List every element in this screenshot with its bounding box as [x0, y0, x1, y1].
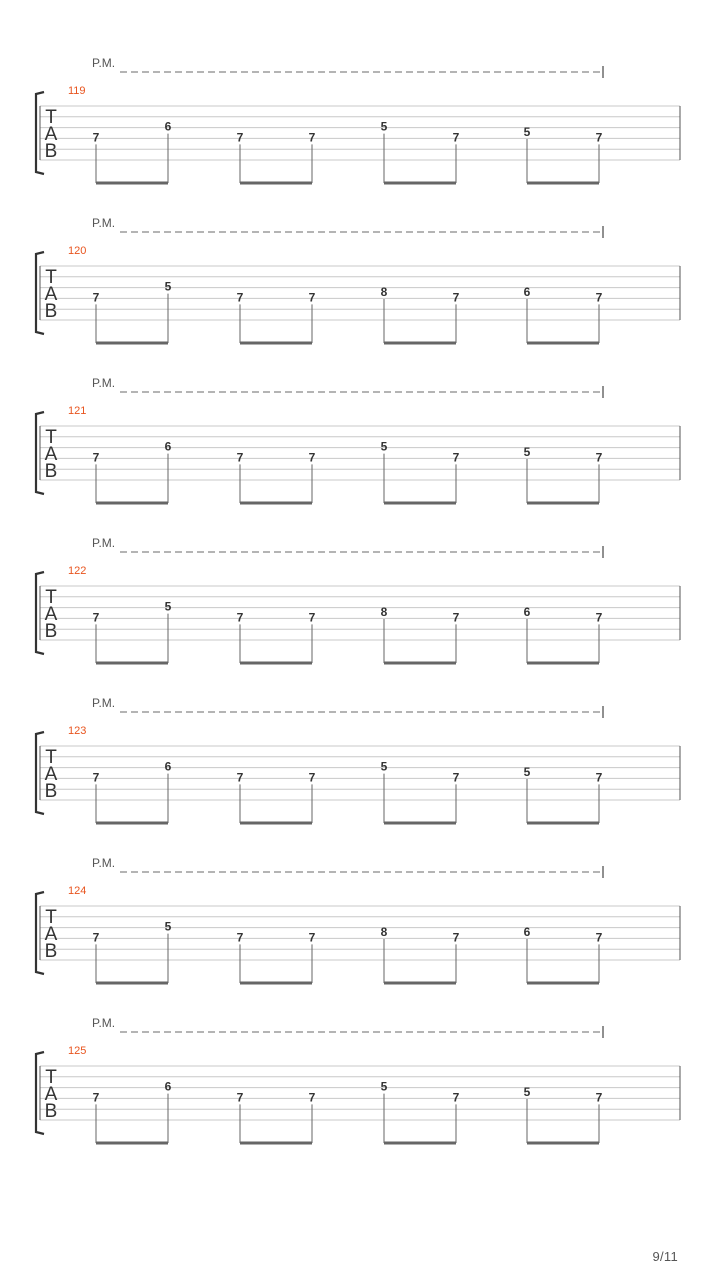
fret-number: 7 [308, 770, 316, 785]
fret-number: 7 [236, 130, 244, 145]
tab-clef-letter: A [44, 444, 58, 465]
tab-system [36, 536, 680, 663]
tab-clef-letter: B [44, 941, 58, 962]
tab-system [36, 56, 680, 183]
tab-clef-letter: A [44, 1084, 58, 1105]
fret-number: 6 [164, 759, 172, 774]
fret-number: 7 [92, 930, 100, 945]
measure-number: 121 [68, 405, 87, 417]
fret-number: 7 [595, 130, 603, 145]
fret-number: 7 [92, 610, 100, 625]
tab-system [36, 696, 680, 823]
palm-mute-label: P.M. [92, 376, 116, 390]
palm-mute-label: P.M. [92, 1016, 116, 1030]
fret-number: 8 [380, 605, 388, 619]
fret-number: 5 [523, 445, 531, 459]
fret-number: 7 [595, 450, 603, 465]
fret-number: 7 [452, 290, 460, 305]
tab-system [36, 216, 680, 343]
fret-number: 5 [380, 119, 388, 134]
measure-number: 119 [68, 85, 86, 97]
fret-number: 6 [523, 605, 531, 619]
palm-mute-label: P.M. [92, 216, 116, 230]
palm-mute-label: P.M. [92, 56, 116, 70]
tab-system [36, 856, 680, 983]
fret-number: 7 [595, 770, 603, 785]
tab-clef-letter: T [45, 907, 57, 928]
fret-number: 8 [380, 285, 388, 299]
measure-number: 124 [68, 885, 87, 897]
fret-number: 7 [452, 450, 460, 465]
fret-number: 5 [164, 279, 172, 294]
fret-number: 7 [92, 290, 100, 305]
fret-number: 7 [236, 770, 244, 785]
tab-clef-letter: B [44, 621, 58, 642]
tab-system [36, 1016, 680, 1143]
fret-number: 5 [380, 439, 388, 454]
fret-number: 5 [380, 759, 388, 774]
tab-clef-letter: T [45, 427, 57, 448]
tab-clef-letter: T [45, 747, 57, 768]
fret-number: 6 [164, 1079, 172, 1094]
fret-number: 6 [164, 439, 172, 454]
page-number: 9/11 [652, 1249, 678, 1264]
fret-number: 7 [92, 130, 100, 145]
fret-number: 7 [452, 130, 460, 145]
tab-clef-letter: A [44, 284, 58, 305]
fret-number: 7 [92, 450, 100, 465]
fret-number: 6 [523, 925, 531, 939]
tab-clef-letter: T [45, 107, 57, 128]
fret-number: 5 [523, 765, 531, 779]
fret-number: 5 [523, 1085, 531, 1099]
fret-number: 7 [308, 290, 316, 305]
fret-number: 7 [595, 930, 603, 945]
fret-number: 7 [236, 930, 244, 945]
tab-system [36, 376, 680, 503]
fret-number: 7 [308, 610, 316, 625]
palm-mute-label: P.M. [92, 696, 116, 710]
fret-number: 7 [452, 770, 460, 785]
tab-clef-letter: B [44, 461, 58, 482]
fret-number: 6 [164, 119, 172, 134]
fret-number: 7 [236, 610, 244, 625]
fret-number: 7 [308, 130, 316, 145]
fret-number: 7 [308, 930, 316, 945]
fret-number: 5 [164, 919, 172, 934]
tab-clef-letter: A [44, 924, 58, 945]
fret-number: 7 [236, 290, 244, 305]
fret-number: 8 [380, 925, 388, 939]
tab-clef-letter: B [44, 1101, 58, 1122]
fret-number: 5 [523, 125, 531, 139]
measure-number: 125 [68, 1045, 87, 1057]
fret-number: 7 [452, 1090, 460, 1105]
fret-number: 7 [595, 290, 603, 305]
tab-clef-letter: B [44, 141, 58, 162]
tab-clef-letter: A [44, 604, 58, 625]
tab-clef-letter: B [44, 781, 58, 802]
fret-number: 7 [236, 1090, 244, 1105]
fret-number: 7 [452, 610, 460, 625]
palm-mute-label: P.M. [92, 536, 116, 550]
fret-number: 7 [595, 1090, 603, 1105]
fret-number: 7 [308, 450, 316, 465]
tab-clef-letter: T [45, 267, 57, 288]
tab-clef-letter: T [45, 1067, 57, 1088]
fret-number: 7 [92, 1090, 100, 1105]
fret-number: 5 [380, 1079, 388, 1094]
fret-number: 7 [236, 450, 244, 465]
tab-clef-letter: T [45, 587, 57, 608]
fret-number: 7 [308, 1090, 316, 1105]
measure-number: 123 [68, 725, 87, 737]
fret-number: 7 [595, 610, 603, 625]
tab-clef-letter: A [44, 124, 58, 145]
fret-number: 5 [164, 599, 172, 614]
fret-number: 7 [92, 770, 100, 785]
fret-number: 6 [523, 285, 531, 299]
measure-number: 120 [68, 245, 87, 257]
fret-number: 7 [452, 930, 460, 945]
tab-clef-letter: A [44, 764, 58, 785]
tab-clef-letter: B [44, 301, 58, 322]
measure-number: 122 [68, 565, 87, 577]
palm-mute-label: P.M. [92, 856, 116, 870]
